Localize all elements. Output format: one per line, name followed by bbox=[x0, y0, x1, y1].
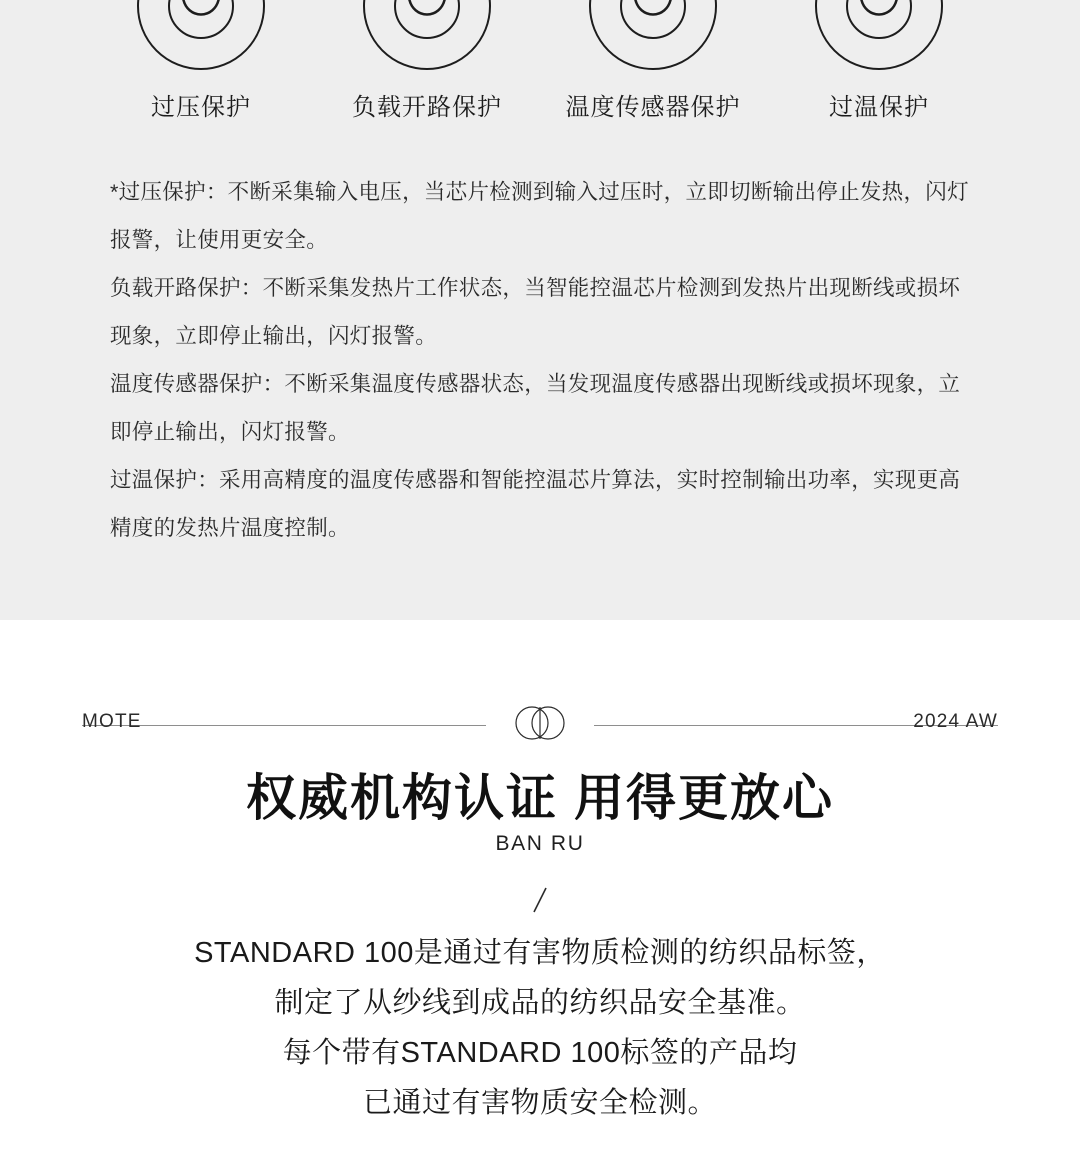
certification-title: 权威机构认证 用得更放心 bbox=[246, 770, 834, 826]
certification-subtitle: BAN RU bbox=[495, 832, 585, 855]
overvoltage-protection-icon bbox=[137, 0, 265, 70]
protection-feature-1 bbox=[347, 0, 507, 122]
protection-feature-label: 负载开路保护 bbox=[352, 94, 502, 121]
protection-feature-label: 过压保护 bbox=[151, 94, 251, 121]
diagonal-slash-divider bbox=[0, 880, 1080, 920]
certification-body-line: 每个带有STANDARD 100标签的产品均 bbox=[282, 1037, 798, 1069]
certification-body bbox=[0, 928, 1080, 1128]
temperature-sensor-protection-icon bbox=[589, 0, 717, 70]
protection-feature-2 bbox=[565, 0, 741, 122]
protection-description: 负载开路保护：不断采集发热片工作状态，当智能控温芯片检测到发热片出现断线或损坏现象，立即停止输出，闪灯报警。 bbox=[110, 276, 961, 348]
season-label: 2024 AW bbox=[913, 711, 998, 732]
brand-header bbox=[0, 705, 1080, 745]
certification-section bbox=[0, 620, 1080, 1156]
certification-body-line: 已通过有害物质安全检测。 bbox=[362, 1087, 717, 1119]
protection-description: 过温保护：采用高精度的温度传感器和智能控温芯片算法，实时控制输出功率，实现更高精度的发热片温度控制。 bbox=[110, 468, 961, 540]
protection-feature-label: 温度传感器保护 bbox=[565, 94, 741, 121]
protection-description: 温度传感器保护：不断采集温度传感器状态，当发现温度传感器出现断线或损坏现象，立即停止输出，闪灯报警。 bbox=[110, 372, 961, 444]
protection-icon-row bbox=[0, 0, 1080, 122]
interlocking-circles-logo bbox=[486, 703, 594, 748]
protection-feature-label: 过温保护 bbox=[829, 94, 929, 121]
brand-rule-left bbox=[82, 725, 500, 726]
protection-description-block bbox=[110, 168, 970, 552]
protection-feature-0 bbox=[121, 0, 281, 122]
protection-description: *过压保护：不断采集输入电压，当芯片检测到输入过压时，立即切断输出停止发热，闪灯报警，让使用更安全。 bbox=[110, 180, 969, 252]
over-temperature-protection-icon bbox=[815, 0, 943, 70]
certification-body-line: 制定了从纱线到成品的纺织品安全基准。 bbox=[274, 987, 806, 1019]
load-open-circuit-protection-icon bbox=[363, 0, 491, 70]
certification-body-line: STANDARD 100是通过有害物质检测的纺织品标签， bbox=[194, 937, 886, 969]
brand-name: MOTE bbox=[82, 711, 142, 732]
protection-feature-3 bbox=[799, 0, 959, 122]
